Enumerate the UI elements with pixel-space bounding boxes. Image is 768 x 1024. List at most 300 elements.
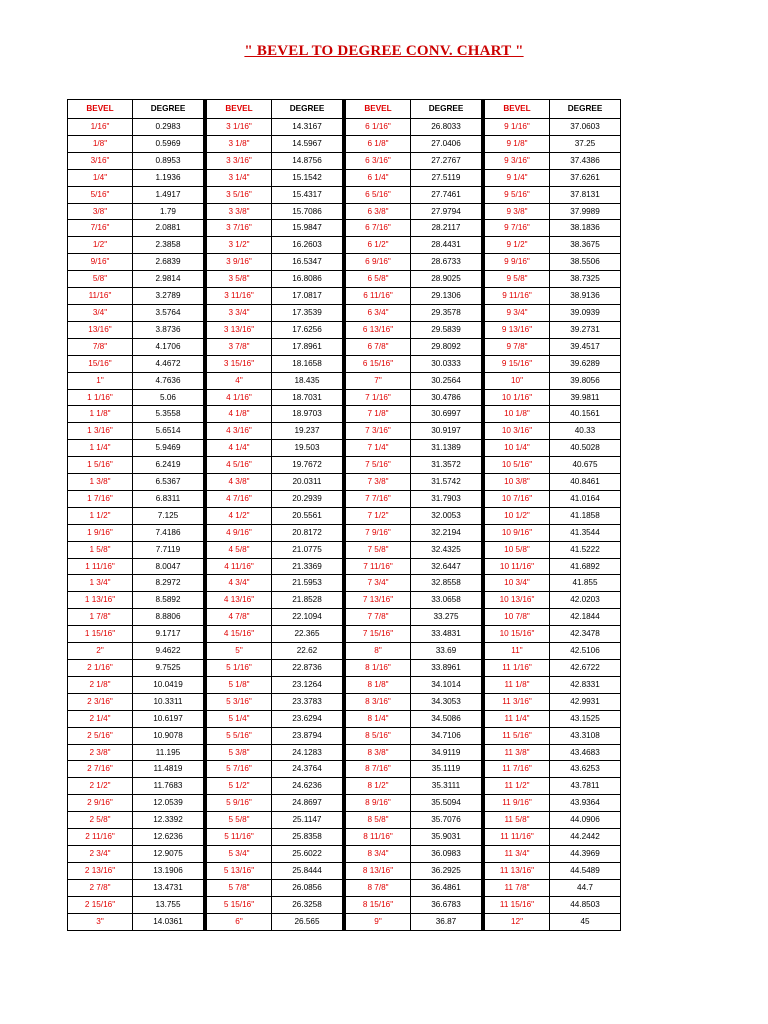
bevel-cell: 6 7/16" [346,220,411,237]
degree-cell: 41.6892 [550,558,621,575]
degree-cell: 44.7 [550,879,621,896]
bevel-cell: 1 3/4" [68,575,133,592]
table-row [68,152,621,169]
header-degree: DEGREE [133,100,204,119]
bevel-cell: 6 9/16" [346,254,411,271]
header-bevel: BEVEL [346,100,411,119]
header-bevel: BEVEL [68,100,133,119]
bevel-cell: 11" [485,643,550,660]
degree-cell: 37.4386 [550,152,621,169]
bevel-cell: 9 5/8" [485,271,550,288]
bevel-cell: 5/8" [68,271,133,288]
bevel-cell: 8 9/16" [346,795,411,812]
degree-cell: 14.8756 [272,152,343,169]
bevel-cell: 4 15/16" [207,626,272,643]
bevel-cell: 8 5/16" [346,727,411,744]
bevel-cell: 2 7/16" [68,761,133,778]
degree-cell: 9.4622 [133,643,204,660]
degree-cell: 23.3783 [272,693,343,710]
bevel-cell: 9/16" [68,254,133,271]
table-row [68,372,621,389]
bevel-cell: 11 15/16" [485,896,550,913]
bevel-cell: 10" [485,372,550,389]
degree-cell: 15.4317 [272,186,343,203]
table-row [68,271,621,288]
bevel-cell: 5 3/4" [207,845,272,862]
degree-cell: 31.3572 [411,457,482,474]
bevel-cell: 3/16" [68,152,133,169]
degree-cell: 11.4819 [133,761,204,778]
bevel-cell: 15/16" [68,355,133,372]
bevel-cell: 5 3/8" [207,744,272,761]
degree-cell: 10.0419 [133,676,204,693]
degree-cell: 35.9031 [411,829,482,846]
bevel-cell: 4 9/16" [207,524,272,541]
bevel-cell: 4 7/16" [207,490,272,507]
bevel-cell: 1" [68,372,133,389]
bevel-cell: 1 1/8" [68,406,133,423]
degree-cell: 14.0361 [133,913,204,930]
header-degree: DEGREE [550,100,621,119]
bevel-cell: 10 7/8" [485,609,550,626]
table-row [68,474,621,491]
bevel-cell: 8" [346,643,411,660]
degree-cell: 26.3258 [272,896,343,913]
degree-cell: 21.8528 [272,592,343,609]
degree-cell: 45 [550,913,621,930]
bevel-cell: 7" [346,372,411,389]
degree-cell: 21.3369 [272,558,343,575]
bevel-cell: 9 1/2" [485,237,550,254]
table-row [68,254,621,271]
degree-cell: 35.5094 [411,795,482,812]
degree-cell: 43.3108 [550,727,621,744]
bevel-cell: 5 7/16" [207,761,272,778]
degree-cell: 32.4325 [411,541,482,558]
bevel-cell: 4 5/8" [207,541,272,558]
degree-cell: 12.6236 [133,829,204,846]
degree-cell: 26.565 [272,913,343,930]
bevel-cell: 7 7/16" [346,490,411,507]
degree-cell: 5.06 [133,389,204,406]
degree-cell: 10.9078 [133,727,204,744]
bevel-cell: 4 11/16" [207,558,272,575]
header-degree: DEGREE [272,100,343,119]
bevel-cell: 6 3/4" [346,304,411,321]
bevel-degree-table [67,99,621,931]
degree-cell: 22.1094 [272,609,343,626]
degree-cell: 28.9025 [411,271,482,288]
degree-cell: 42.5106 [550,643,621,660]
bevel-cell: 3/4" [68,304,133,321]
table-row [68,541,621,558]
bevel-cell: 1/16" [68,119,133,136]
bevel-cell: 11 13/16" [485,862,550,879]
degree-cell: 30.9197 [411,423,482,440]
degree-cell: 34.1014 [411,676,482,693]
degree-cell: 19.7672 [272,457,343,474]
bevel-cell: 5 5/16" [207,727,272,744]
header-degree: DEGREE [411,100,482,119]
bevel-cell: 2 15/16" [68,896,133,913]
bevel-cell: 9 1/16" [485,119,550,136]
table-row [68,406,621,423]
degree-cell: 24.1283 [272,744,343,761]
degree-cell: 27.5119 [411,169,482,186]
degree-cell: 32.0053 [411,507,482,524]
table-row [68,119,621,136]
degree-cell: 27.7461 [411,186,482,203]
bevel-cell: 6 5/8" [346,271,411,288]
degree-cell: 37.8131 [550,186,621,203]
degree-cell: 25.8444 [272,862,343,879]
bevel-cell: 3 13/16" [207,321,272,338]
bevel-cell: 8 3/8" [346,744,411,761]
degree-cell: 24.3764 [272,761,343,778]
bevel-cell: 8 15/16" [346,896,411,913]
table-row [68,676,621,693]
degree-cell: 33.4831 [411,626,482,643]
bevel-cell: 3 5/8" [207,271,272,288]
bevel-cell: 9 7/16" [485,220,550,237]
bevel-cell: 1 11/16" [68,558,133,575]
degree-cell: 39.2731 [550,321,621,338]
degree-cell: 31.5742 [411,474,482,491]
degree-cell: 11.7683 [133,778,204,795]
bevel-cell: 11 7/8" [485,879,550,896]
degree-cell: 13.755 [133,896,204,913]
bevel-cell: 7/8" [68,338,133,355]
degree-cell: 33.69 [411,643,482,660]
bevel-cell: 3 1/8" [207,135,272,152]
bevel-cell: 3 3/4" [207,304,272,321]
degree-cell: 27.0406 [411,135,482,152]
degree-cell: 41.5222 [550,541,621,558]
bevel-cell: 5 7/8" [207,879,272,896]
degree-cell: 7.4186 [133,524,204,541]
degree-cell: 16.2603 [272,237,343,254]
degree-cell: 17.3539 [272,304,343,321]
bevel-cell: 7 1/8" [346,406,411,423]
degree-cell: 6.5367 [133,474,204,491]
bevel-cell: 2 3/4" [68,845,133,862]
table-row [68,812,621,829]
degree-cell: 32.8558 [411,575,482,592]
bevel-cell: 10 3/16" [485,423,550,440]
bevel-cell: 6" [207,913,272,930]
bevel-cell: 1 1/4" [68,440,133,457]
degree-cell: 34.5086 [411,710,482,727]
degree-cell: 39.0939 [550,304,621,321]
degree-cell: 14.3167 [272,119,343,136]
degree-cell: 22.8736 [272,660,343,677]
bevel-cell: 5 1/2" [207,778,272,795]
degree-cell: 21.5953 [272,575,343,592]
bevel-cell: 9 3/8" [485,203,550,220]
degree-cell: 36.87 [411,913,482,930]
bevel-cell: 7 11/16" [346,558,411,575]
degree-cell: 28.2117 [411,220,482,237]
degree-cell: 42.0203 [550,592,621,609]
bevel-cell: 5 3/16" [207,693,272,710]
degree-cell: 37.25 [550,135,621,152]
degree-cell: 41.0164 [550,490,621,507]
bevel-cell: 1 3/16" [68,423,133,440]
header-bevel: BEVEL [207,100,272,119]
chart-title: " BEVEL TO DEGREE CONV. CHART " [244,43,524,59]
degree-cell: 2.0881 [133,220,204,237]
degree-cell: 3.2789 [133,288,204,305]
degree-cell: 44.5489 [550,862,621,879]
table-row [68,423,621,440]
degree-cell: 2.6839 [133,254,204,271]
degree-cell: 28.4431 [411,237,482,254]
degree-cell: 23.8794 [272,727,343,744]
bevel-cell: 11 1/8" [485,676,550,693]
bevel-cell: 1 7/16" [68,490,133,507]
bevel-cell: 7 13/16" [346,592,411,609]
bevel-cell: 10 9/16" [485,524,550,541]
degree-cell: 0.5969 [133,135,204,152]
bevel-cell: 2 5/16" [68,727,133,744]
degree-cell: 37.0603 [550,119,621,136]
table-row [68,795,621,812]
table-row [68,643,621,660]
degree-cell: 37.9989 [550,203,621,220]
degree-cell: 32.6447 [411,558,482,575]
bevel-cell: 7 1/2" [346,507,411,524]
table-row [68,829,621,846]
degree-cell: 5.6514 [133,423,204,440]
degree-cell: 15.9847 [272,220,343,237]
bevel-cell: 7 5/16" [346,457,411,474]
table-row [68,693,621,710]
degree-cell: 44.0906 [550,812,621,829]
bevel-cell: 7 15/16" [346,626,411,643]
degree-cell: 28.6733 [411,254,482,271]
bevel-cell: 10 3/4" [485,575,550,592]
bevel-cell: 7 5/8" [346,541,411,558]
bevel-cell: 8 3/4" [346,845,411,862]
bevel-cell: 9 1/8" [485,135,550,152]
bevel-cell: 4 3/4" [207,575,272,592]
bevel-cell: 8 3/16" [346,693,411,710]
bevel-cell: 2 1/8" [68,676,133,693]
bevel-cell: 4 1/4" [207,440,272,457]
bevel-cell: 8 1/4" [346,710,411,727]
degree-cell: 6.2419 [133,457,204,474]
bevel-cell: 2 1/2" [68,778,133,795]
bevel-cell: 6 7/8" [346,338,411,355]
bevel-cell: 9 13/16" [485,321,550,338]
bevel-cell: 3 9/16" [207,254,272,271]
bevel-cell: 6 1/8" [346,135,411,152]
degree-cell: 43.6253 [550,761,621,778]
bevel-cell: 9" [346,913,411,930]
degree-cell: 37.6261 [550,169,621,186]
degree-cell: 35.1119 [411,761,482,778]
bevel-cell: 7 3/4" [346,575,411,592]
bevel-cell: 10 1/8" [485,406,550,423]
degree-cell: 1.79 [133,203,204,220]
degree-cell: 40.5028 [550,440,621,457]
bevel-cell: 10 1/16" [485,389,550,406]
degree-cell: 7.7119 [133,541,204,558]
table-row [68,355,621,372]
bevel-cell: 7 1/4" [346,440,411,457]
degree-cell: 36.4861 [411,879,482,896]
bevel-cell: 9 3/16" [485,152,550,169]
table-body [68,119,621,931]
table-row [68,186,621,203]
table-row [68,626,621,643]
bevel-cell: 1/4" [68,169,133,186]
table-row [68,558,621,575]
table-row [68,575,621,592]
degree-cell: 6.8311 [133,490,204,507]
degree-cell: 42.3478 [550,626,621,643]
degree-cell: 29.3578 [411,304,482,321]
bevel-cell: 8 1/16" [346,660,411,677]
bevel-cell: 9 15/16" [485,355,550,372]
degree-cell: 9.7525 [133,660,204,677]
degree-cell: 22.365 [272,626,343,643]
bevel-cell: 3 3/16" [207,152,272,169]
bevel-cell: 11 1/4" [485,710,550,727]
bevel-cell: 8 13/16" [346,862,411,879]
degree-cell: 26.8033 [411,119,482,136]
bevel-cell: 3/8" [68,203,133,220]
degree-cell: 24.6236 [272,778,343,795]
table-row [68,220,621,237]
bevel-cell: 3 7/16" [207,220,272,237]
table-row [68,727,621,744]
bevel-cell: 12" [485,913,550,930]
degree-cell: 42.6722 [550,660,621,677]
table-row [68,845,621,862]
degree-cell: 38.3675 [550,237,621,254]
bevel-cell: 13/16" [68,321,133,338]
degree-cell: 13.1906 [133,862,204,879]
bevel-cell: 9 5/16" [485,186,550,203]
degree-cell: 12.0539 [133,795,204,812]
degree-cell: 16.8086 [272,271,343,288]
degree-cell: 39.4517 [550,338,621,355]
bevel-cell: 3 1/16" [207,119,272,136]
degree-cell: 19.503 [272,440,343,457]
degree-cell: 41.855 [550,575,621,592]
bevel-cell: 2 13/16" [68,862,133,879]
degree-cell: 18.1658 [272,355,343,372]
degree-cell: 8.2972 [133,575,204,592]
bevel-cell: 1 15/16" [68,626,133,643]
bevel-cell: 9 11/16" [485,288,550,305]
degree-cell: 29.5839 [411,321,482,338]
bevel-cell: 1 1/16" [68,389,133,406]
bevel-cell: 1/8" [68,135,133,152]
degree-cell: 20.5561 [272,507,343,524]
degree-cell: 25.6022 [272,845,343,862]
bevel-cell: 2 1/16" [68,660,133,677]
degree-cell: 39.9811 [550,389,621,406]
degree-cell: 18.435 [272,372,343,389]
degree-cell: 3.5764 [133,304,204,321]
bevel-cell: 8 7/8" [346,879,411,896]
table-row [68,321,621,338]
degree-cell: 23.6294 [272,710,343,727]
degree-cell: 42.9931 [550,693,621,710]
bevel-cell: 10 3/8" [485,474,550,491]
degree-cell: 33.275 [411,609,482,626]
bevel-cell: 2 3/8" [68,744,133,761]
bevel-cell: 5 5/8" [207,812,272,829]
degree-cell: 3.8736 [133,321,204,338]
table-row [68,879,621,896]
table-row [68,744,621,761]
bevel-cell: 9 1/4" [485,169,550,186]
table-row [68,457,621,474]
bevel-cell: 9 7/8" [485,338,550,355]
header-bevel: BEVEL [485,100,550,119]
degree-cell: 2.9814 [133,271,204,288]
degree-cell: 20.0311 [272,474,343,491]
bevel-cell: 10 5/16" [485,457,550,474]
degree-cell: 4.7636 [133,372,204,389]
table-row [68,203,621,220]
bevel-cell: 7 3/16" [346,423,411,440]
bevel-cell: 3 15/16" [207,355,272,372]
degree-cell: 1.1936 [133,169,204,186]
bevel-cell: 10 1/2" [485,507,550,524]
degree-cell: 17.8961 [272,338,343,355]
degree-cell: 8.0047 [133,558,204,575]
bevel-cell: 5 1/16" [207,660,272,677]
bevel-cell: 2" [68,643,133,660]
bevel-cell: 2 11/16" [68,829,133,846]
degree-cell: 29.8092 [411,338,482,355]
degree-cell: 34.7106 [411,727,482,744]
bevel-cell: 5 13/16" [207,862,272,879]
degree-cell: 17.6256 [272,321,343,338]
bevel-cell: 6 1/4" [346,169,411,186]
degree-cell: 35.7076 [411,812,482,829]
degree-cell: 12.9075 [133,845,204,862]
table-row [68,338,621,355]
bevel-cell: 5 11/16" [207,829,272,846]
bevel-cell: 3 1/4" [207,169,272,186]
bevel-cell: 10 7/16" [485,490,550,507]
header-row [68,100,621,119]
degree-cell: 36.0983 [411,845,482,862]
degree-cell: 25.8358 [272,829,343,846]
degree-cell: 18.9703 [272,406,343,423]
degree-cell: 36.2925 [411,862,482,879]
bevel-cell: 11/16" [68,288,133,305]
degree-cell: 23.1264 [272,676,343,693]
bevel-cell: 11 3/8" [485,744,550,761]
degree-cell: 18.7031 [272,389,343,406]
table-row [68,169,621,186]
degree-cell: 0.2983 [133,119,204,136]
degree-cell: 38.7325 [550,271,621,288]
table-row [68,135,621,152]
bevel-cell: 4 13/16" [207,592,272,609]
degree-cell: 33.0658 [411,592,482,609]
bevel-cell: 5/16" [68,186,133,203]
degree-cell: 19.237 [272,423,343,440]
degree-cell: 34.9119 [411,744,482,761]
degree-cell: 26.0856 [272,879,343,896]
